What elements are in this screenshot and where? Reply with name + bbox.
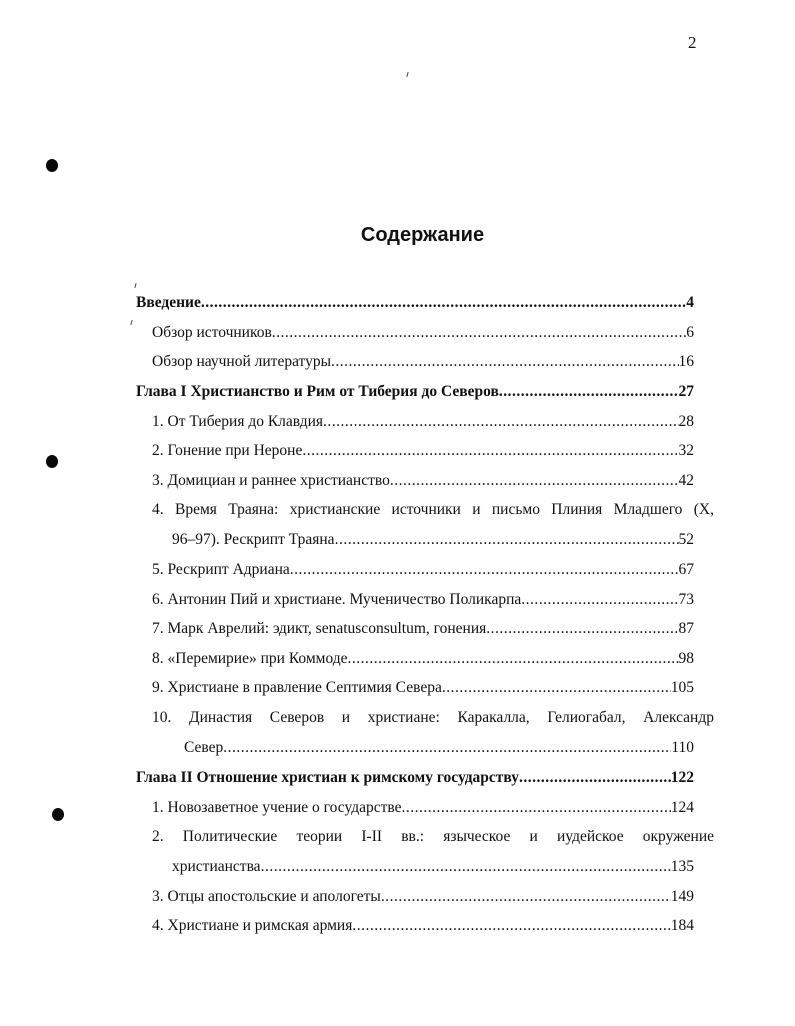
toc-entry-sources-review[interactable]: [152, 320, 694, 346]
toc-entry-page: 6: [686, 324, 694, 341]
toc-entry-label: Глава II Отношение христиан к римскому государству: [136, 769, 520, 786]
toc-entry-label-continued: Север: [184, 739, 224, 756]
dot-leader: [442, 675, 671, 701]
toc-entry-label: 1. От Тиберия до Клавдия: [152, 413, 324, 430]
page-number: 2: [688, 33, 697, 52]
toc-entry-label: 3. Домициан и раннее христианство: [152, 472, 390, 489]
toc-entry-label: 10. Династия Северов и христиане: Каракалла, Гелиогабал, Александр: [152, 709, 714, 726]
dot-leader: [323, 409, 678, 435]
toc-entry-1-6[interactable]: [152, 587, 694, 613]
toc-entry-1-8[interactable]: [152, 646, 694, 672]
page-title: Содержание: [360, 224, 485, 246]
toc-entry-1-2[interactable]: [152, 438, 694, 464]
toc-entry-page: 28: [678, 413, 694, 430]
toc-entry-page: 124: [670, 799, 694, 816]
toc-entry-page: 184: [670, 917, 694, 934]
toc-entry-page: 16: [678, 353, 694, 370]
toc-entry-label: 7. Марк Аврелий: эдикт, senatusconsultum, гонения: [152, 620, 487, 637]
toc-entry-page: 42: [678, 472, 694, 489]
toc-entry-label: 3. Отцы апостольские и апологеты: [152, 888, 381, 905]
toc-entry-label: 2. Политические теории I-II вв.: языческое и иудейское окружение: [152, 828, 714, 845]
toc-entry-page: 67: [678, 561, 694, 578]
toc-entry-label: Введение: [136, 294, 201, 311]
dot-leader: [272, 320, 686, 346]
toc-entry-1-7[interactable]: [152, 616, 694, 642]
toc-entry-label: 4. Время Траяна: христианские источники и письмо Плиния Младшего (X,: [152, 501, 714, 518]
dot-leader: [390, 468, 679, 494]
toc-entry-label: 6. Антонин Пий и христиане. Мученичество Поликарпа: [152, 591, 522, 608]
toc-entry-label: 4. Христиане и римская армия: [152, 917, 353, 934]
toc-entry-chapter-2[interactable]: [136, 765, 694, 791]
dot-leader: [302, 438, 678, 464]
dot-leader: [223, 735, 671, 761]
toc-entry-1-1[interactable]: [152, 409, 694, 435]
toc-entry-1-3[interactable]: [152, 468, 694, 494]
dot-leader: [335, 527, 679, 553]
toc-entry-1-10-line2[interactable]: [184, 735, 694, 761]
toc-entry-label: 1. Новозаветное учение о государстве: [152, 799, 402, 816]
toc-entry-2-1[interactable]: [152, 795, 694, 821]
toc-entry-1-9[interactable]: [152, 675, 694, 701]
toc-entry-page: 52: [678, 531, 694, 548]
dot-leader: [352, 913, 670, 939]
toc-entry-label: 9. Христиане в правление Септимия Севера: [152, 679, 442, 696]
toc-entry-label: 8. «Перемирие» при Коммоде: [152, 650, 348, 667]
toc-entry-page: 110: [671, 739, 694, 756]
toc-entry-page: 87: [678, 620, 694, 637]
dot-leader: [519, 765, 671, 791]
dot-leader: [521, 587, 678, 613]
toc-entry-label: Обзор источников: [152, 324, 272, 341]
dot-leader: [381, 884, 671, 910]
dot-leader: [402, 795, 671, 821]
toc-entry-1-5[interactable]: [152, 557, 694, 583]
toc-entry-label-continued: христианства: [172, 858, 261, 875]
toc-entry-label: Глава I Христианство и Рим от Тиберия до Северов: [136, 383, 499, 400]
toc-entry-1-4-line2[interactable]: [172, 527, 694, 553]
toc-entry-2-4[interactable]: [152, 913, 694, 939]
toc-entry-page: 27: [678, 383, 694, 400]
dot-leader: [499, 379, 679, 405]
dot-leader: [290, 557, 679, 583]
dot-leader: [348, 646, 679, 672]
toc-entry-2-2-line2[interactable]: [172, 854, 694, 880]
toc-entry-label: Обзор научной литературы: [152, 353, 332, 370]
toc-entry-chapter-1[interactable]: [136, 379, 694, 405]
toc-entry-page: 122: [670, 769, 694, 786]
toc-entry-label: 2. Гонение при Нероне: [152, 442, 303, 459]
toc-entry-2-3[interactable]: [152, 884, 694, 910]
toc-entry-1-10-line1[interactable]: [152, 705, 714, 731]
toc-entry-label-continued: 96–97). Рескрипт Траяна: [172, 531, 335, 548]
toc-entry-label: 5. Рескрипт Адриана: [152, 561, 290, 578]
toc-entry-page: 149: [670, 888, 694, 905]
dot-leader: [331, 349, 678, 375]
dot-leader: [201, 290, 686, 316]
dot-leader: [486, 616, 678, 642]
dot-leader: [261, 854, 671, 880]
toc-entry-page: 98: [678, 650, 694, 667]
toc-entry-1-4-line1[interactable]: [152, 497, 714, 523]
toc-entry-page: 105: [670, 679, 694, 696]
toc-entry-page: 135: [670, 858, 694, 875]
toc-entry-page: 32: [678, 442, 694, 459]
toc-entry-page: 4: [686, 294, 694, 311]
toc-entry-2-2-line1[interactable]: [152, 824, 714, 850]
toc-entry-page: 73: [678, 591, 694, 608]
toc-entry-literature-review[interactable]: [152, 349, 694, 375]
toc-entry-introduction[interactable]: [136, 290, 694, 316]
